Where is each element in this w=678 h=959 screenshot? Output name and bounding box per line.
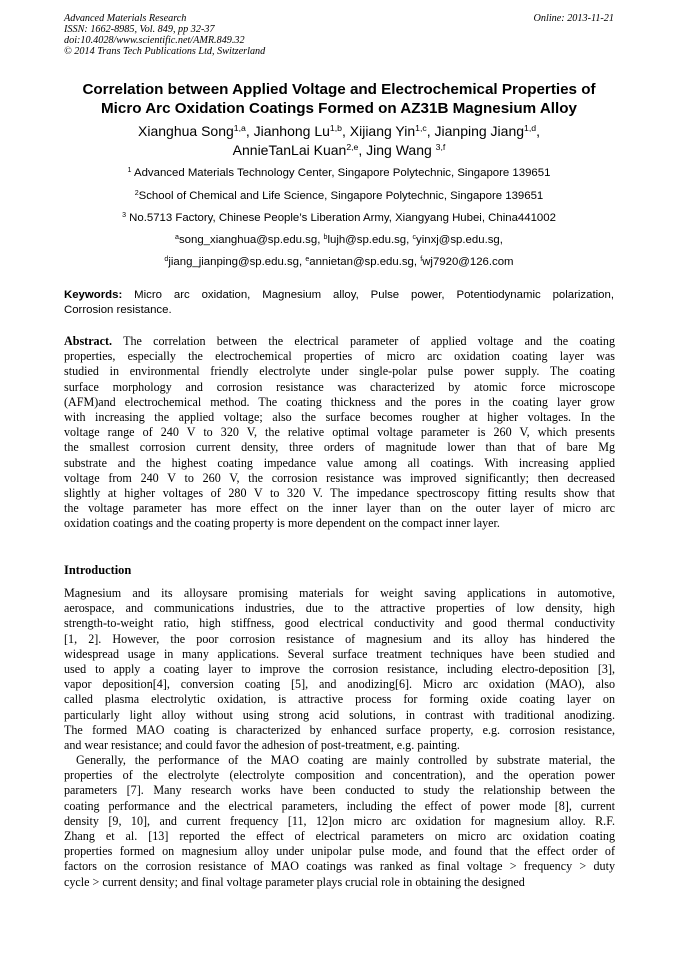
text-line (64, 632, 615, 647)
email-address: jiang_jianping@sp.edu.sg, (168, 256, 306, 268)
line-text: substrate and the highest coating impedance value among all coatings. With increasing applied (64, 455, 615, 470)
line-text: particularly light alloy without using strong acid solutions, in contrast with traditional anodizing. (64, 707, 615, 722)
affiliation-text: School of Chemical and Life Science, Singapore Polytechnic, Singapore 139651 (138, 190, 544, 202)
issn-line: ISSN: 1662-8985, Vol. 849, pp 32-37 (64, 24, 215, 35)
line-text: properties formed on magnesium alloy under unipolar pulse mode, and found that the effect order of (64, 844, 615, 859)
title-line-1: Correlation between Applied Voltage and Electrochemical Properties of (82, 81, 596, 98)
email-line-2 (40, 255, 638, 269)
author-name: Jing Wang (366, 142, 436, 158)
text-line (64, 334, 615, 349)
author-row-1 (40, 122, 638, 141)
author-row-2 (40, 141, 638, 160)
text-line (64, 875, 615, 890)
text-line (64, 753, 615, 768)
email-address: song_xianghua@sp.edu.sg, (178, 234, 324, 246)
affiliation-text: No.5713 Factory, Chinese People’s Liberation Army, Xiangyang Hubei, China441002 (125, 212, 556, 224)
text-line (64, 349, 615, 364)
affiliation-1 (40, 166, 638, 180)
text-line (64, 692, 615, 707)
email-sup: e (305, 256, 310, 264)
line-text: called plasma electrolytic oxidation, is attractive process for forming oxide coating layer on (64, 692, 615, 707)
author-sup: 2,e (346, 142, 359, 153)
email-address: yinxj@sp.edu.sg, (416, 234, 503, 246)
text-line (64, 844, 615, 859)
author-name: Jianping Jiang (434, 123, 525, 139)
text-line (64, 425, 615, 440)
text-line (64, 616, 615, 631)
email-sup: d (164, 256, 169, 264)
line-text: the voltage parameter has more effect on the inner layer than on the outer layer of micro arc (64, 501, 615, 516)
author-sep: , (358, 142, 367, 158)
paper-title (40, 80, 638, 118)
keywords-block (64, 288, 614, 318)
author-name: Xijiang Yin (349, 123, 416, 139)
affiliation-2 (40, 189, 638, 203)
text-line (64, 380, 615, 395)
line-text: [1, 2]. However, the poor corrosion resistance of magnesium and its alloy has hindered the (64, 631, 615, 646)
line-text: density [9, 10], and current frequency [11, 12]on micro arc oxidation for magnesium alloy. R.F. (64, 813, 615, 828)
line-text: voltage from 240 V to 260 V, the corrosion resistance was improved significantly; then decreased (64, 470, 615, 485)
author-sup: 1,b (329, 123, 342, 134)
text-line (64, 708, 615, 723)
text-line (64, 783, 615, 798)
author-sup: 3,f (435, 142, 446, 153)
introduction-paragraph-1 (64, 586, 615, 753)
line-text: the smallest corrosion current density, three orders of magnitude lower than that of bare Mg (64, 440, 615, 455)
text-line (64, 662, 615, 677)
email-address: wj7920@126.com (422, 256, 514, 268)
keywords-line-2: Corrosion resistance. (64, 304, 172, 316)
text-line (64, 486, 615, 501)
author-name: Xianghua Song (138, 123, 234, 139)
line-text: surface morphology and corrosion resistance was characterized by atomic force microscope (64, 379, 615, 394)
line-text: Zhang et al. [13] reported the effect of electrical parameters on micro arc oxidation coating (64, 829, 615, 844)
email-sup: a (175, 234, 179, 242)
email-sup: c (412, 234, 417, 242)
introduction-paragraph-2 (64, 753, 615, 890)
text-line (64, 364, 615, 379)
introduction-heading: Introduction (64, 563, 132, 577)
line-text: cycle > current density; and final voltage parameter plays crucial role in obtaining the designed (64, 874, 525, 889)
text-line (64, 501, 615, 516)
text-line (64, 859, 615, 874)
text-line (64, 723, 615, 738)
text-line (64, 471, 615, 486)
abstract-paragraph (64, 334, 615, 532)
line-text: strength-to-weight ratio, high stiffness, good electrical conductivity and good thermal conductivity (64, 616, 615, 631)
keywords-label: Keywords: (64, 289, 123, 301)
author-name: AnnieTanLai Kuan (232, 142, 347, 158)
keywords-line-1 (64, 288, 614, 303)
author-sep: , (536, 123, 540, 139)
text-line (64, 799, 615, 814)
line-text: oxidation coatings and the coating property is more dependent on the compact inner layer. (64, 516, 500, 531)
author-list (40, 122, 638, 160)
line-text: Magnesium and its alloysare promising materials for weight saving applications in automotive, (64, 586, 615, 600)
line-text: slightly at higher voltages of 280 V to 320 V. The impedance spectroscopy fitting results show that (64, 486, 615, 501)
line-text: The correlation between the electrical parameter of applied voltage and the coating (112, 334, 615, 348)
line-text: and wear resistance; and could favor the adhesion of post-treatment, e.g. painting. (64, 738, 460, 753)
affiliation-sup: 3 (122, 212, 126, 220)
author-sup: 1,a (233, 123, 246, 134)
text-line (64, 456, 615, 471)
line-text: widespread usage in many applications. Several surface treatment techniques have been studied and (64, 646, 615, 661)
author-sep: , (426, 123, 435, 139)
line-text: The formed MAO coating is characterized by enhanced surface property, e.g. corrosion resistance, (64, 722, 615, 737)
doi-line: doi:10.4028/www.scientific.net/AMR.849.32 (64, 35, 245, 46)
line-text: studied in environmental friendly electrolyte under single-polar pulse power supply. The coating (64, 364, 615, 379)
title-line-2: Micro Arc Oxidation Coatings Formed on AZ31B Magnesium Alloy (101, 100, 577, 117)
email-sup: b (323, 234, 328, 242)
line-text: used to apply a coating layer to improve the corrosion resistance, including electro-deposition [3], (64, 662, 615, 677)
email-address: lujh@sp.edu.sg, (327, 234, 413, 246)
text-line (64, 586, 615, 601)
line-text: coating performance and the electrical parameters, including the effect of power mode [8], current (64, 798, 615, 813)
text-line (64, 738, 615, 753)
affiliation-sup: 2 (134, 190, 139, 198)
text-line (64, 768, 615, 783)
line-text: properties of the electrolyte (electrolyte composition and concentration), and the operation power (64, 768, 615, 783)
journal-header (64, 13, 614, 57)
text-line (64, 829, 615, 844)
author-sup: 1,d (524, 123, 537, 134)
line-text: with increasing the applied voltage; also the surface becomes rougher at higher voltages. In the (64, 410, 615, 425)
journal-name: Advanced Materials Research (64, 13, 187, 24)
email-address: annietan@sp.edu.sg, (309, 256, 421, 268)
affiliation-sup: 1 (127, 167, 132, 175)
text-line (64, 677, 615, 692)
email-line-1 (40, 233, 638, 247)
online-date: Online: 2013-11-21 (533, 13, 614, 24)
text-line (64, 516, 615, 531)
email-sup: f (420, 256, 423, 264)
text-line (64, 440, 615, 455)
author-sep: , (341, 123, 350, 139)
line-text: (AFM)and electrochemical method. The coating thickness and the pores in the coating layer grow (64, 394, 615, 409)
line-text: aerospace, and communications industries, due to the attractive properties of low density, high (64, 601, 615, 616)
author-name: Jianhong Lu (253, 123, 330, 139)
affiliation-3 (40, 211, 638, 225)
line-text: Generally, the performance of the MAO coating are mainly controlled by substrate material, the (76, 753, 615, 767)
line-text: parameters [7]. Many research works have been conducted to study the relationship between the (64, 783, 615, 798)
text-line (64, 395, 615, 410)
text-line (64, 647, 615, 662)
line-text: voltage range of 240 V to 320 V, the relative optimal voltage parameter is 260 V, which presents (64, 425, 615, 440)
line-text: factors on the corrosion resistance of MAO coatings was ranked as final voltage > frequency > duty (64, 859, 615, 874)
text-line (64, 814, 615, 829)
author-sup: 1,c (415, 123, 427, 134)
keywords-text: Micro arc oxidation, Magnesium alloy, Pulse power, Potentiodynamic polarization, (122, 289, 614, 301)
text-line (64, 410, 615, 425)
copyright-line: © 2014 Trans Tech Publications Ltd, Switzerland (64, 46, 266, 57)
text-line (64, 601, 615, 616)
line-text: vapor deposition[4], conversion coating [5], and anodizing[6]. Micro arc oxidation (MAO), also (64, 677, 615, 692)
abstract-label: Abstract. (64, 334, 113, 348)
author-sep: , (245, 123, 254, 139)
line-text: properties, especially the electrochemical properties of micro arc oxidation coating layer was (64, 349, 615, 364)
affiliation-text: Advanced Materials Technology Center, Singapore Polytechnic, Singapore 139651 (131, 167, 551, 179)
